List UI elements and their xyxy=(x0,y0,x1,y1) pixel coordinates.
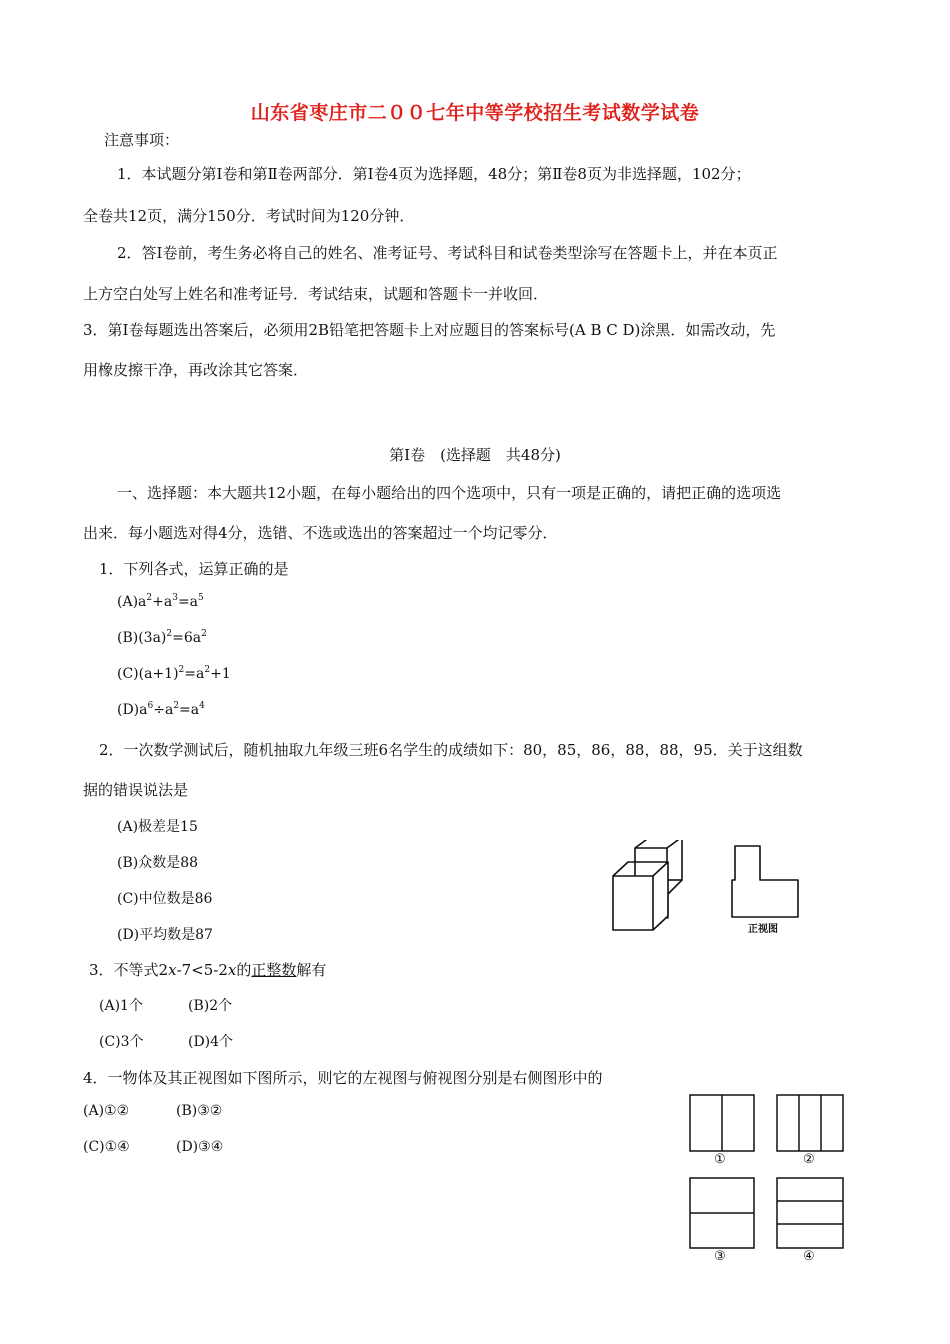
view-label-4: ④ xyxy=(803,1249,815,1264)
q4-option-d: (D)③④ xyxy=(176,1139,224,1155)
q3-stem: 3．不等式2x-7<5-2x的正整数解有 xyxy=(89,961,327,979)
q3-option-d: (D)4个 xyxy=(188,1034,234,1050)
notice-heading: 注意事项： xyxy=(104,131,180,149)
section-heading: 第Ⅰ卷 (选择题 共48分) xyxy=(389,446,561,464)
section-intro-line-1: 一、选择题：本大题共12小题，在每小题给出的四个选项中，只有一项是正确的，请把正确的选项选 xyxy=(117,484,782,502)
object-drawing xyxy=(610,840,810,940)
figure-object-and-front-view xyxy=(610,840,810,940)
q4-option-b: (B)③② xyxy=(176,1103,223,1119)
q1-option-a: $(A)a^2+a^3=a^5$ xyxy=(117,593,204,610)
q4-stem: 4．一物体及其正视图如下图所示，则它的左视图与俯视图分别是右侧图形中的 xyxy=(83,1069,603,1087)
q2-option-a: (A)极差是15 xyxy=(117,819,198,835)
q1-option-c: $(C)(a+1)^2=a^2+1$ xyxy=(117,665,231,682)
q1-stem: 1．下列各式，运算正确的是 xyxy=(99,560,289,578)
figure-candidate-views xyxy=(684,1090,854,1270)
q2-option-c: (C)中位数是86 xyxy=(117,891,213,907)
q2-stem-line-1: 2．一次数学测试后，随机抽取九年级三班6名学生的成绩如下：80，85，86，88，88，95．关于这组数 xyxy=(99,741,803,759)
view-2-box xyxy=(777,1095,843,1151)
view-4-box xyxy=(777,1178,843,1248)
q1-option-b: $(B)(3a)^2=6a^2$ xyxy=(117,629,207,646)
q4-option-a: (A)①② xyxy=(83,1103,130,1119)
view-label-2: ② xyxy=(803,1152,815,1167)
view-label-3: ③ xyxy=(714,1249,726,1264)
notice-line-4: 上方空白处写上姓名和准考证号．考试结束，试题和答题卡一并收回． xyxy=(83,285,549,303)
candidate-views-drawing xyxy=(684,1090,854,1270)
notice-line-5: 3．第Ⅰ卷每题选出答案后，必须用2B铅笔把答题卡上对应题目的答案标号(A B C D)涂黑．如需改动，先 xyxy=(83,321,776,339)
view-label-1: ① xyxy=(714,1152,726,1167)
q1-option-d: $(D)a^6\div a^2=a^4$ xyxy=(117,701,205,718)
section-intro-line-2: 出来．每小题选对得4分，选错、不选或选出的答案超过一个均记零分． xyxy=(83,524,558,542)
notice-line-3: 2．答Ⅰ卷前，考生务必将自己的姓名、准考证号、考试科目和试卷类型涂写在答题卡上，并在本页正 xyxy=(117,244,778,262)
q3-option-c: (C)3个 xyxy=(99,1034,144,1050)
q3-option-b: (B)2个 xyxy=(188,998,233,1014)
front-view-caption: 正视图 xyxy=(748,924,778,935)
page-title: 山东省枣庄市二００七年中等学校招生考试数学试卷 xyxy=(250,102,700,124)
q4-option-c: (C)①④ xyxy=(83,1139,130,1155)
q3-option-a: (A)1个 xyxy=(99,998,143,1014)
notice-line-1: 1．本试题分第Ⅰ卷和第Ⅱ卷两部分．第Ⅰ卷4页为选择题，48分；第Ⅱ卷8页为非选择题，102分； xyxy=(117,165,751,183)
q2-option-b: (B)众数是88 xyxy=(117,855,199,871)
notice-line-2: 全卷共12页，满分150分．考试时间为120分钟． xyxy=(83,207,415,225)
notice-line-6: 用橡皮擦干净，再改涂其它答案． xyxy=(83,361,309,379)
q2-stem-line-2: 据的错误说法是 xyxy=(83,781,189,799)
q2-option-d: (D)平均数是87 xyxy=(117,927,213,943)
